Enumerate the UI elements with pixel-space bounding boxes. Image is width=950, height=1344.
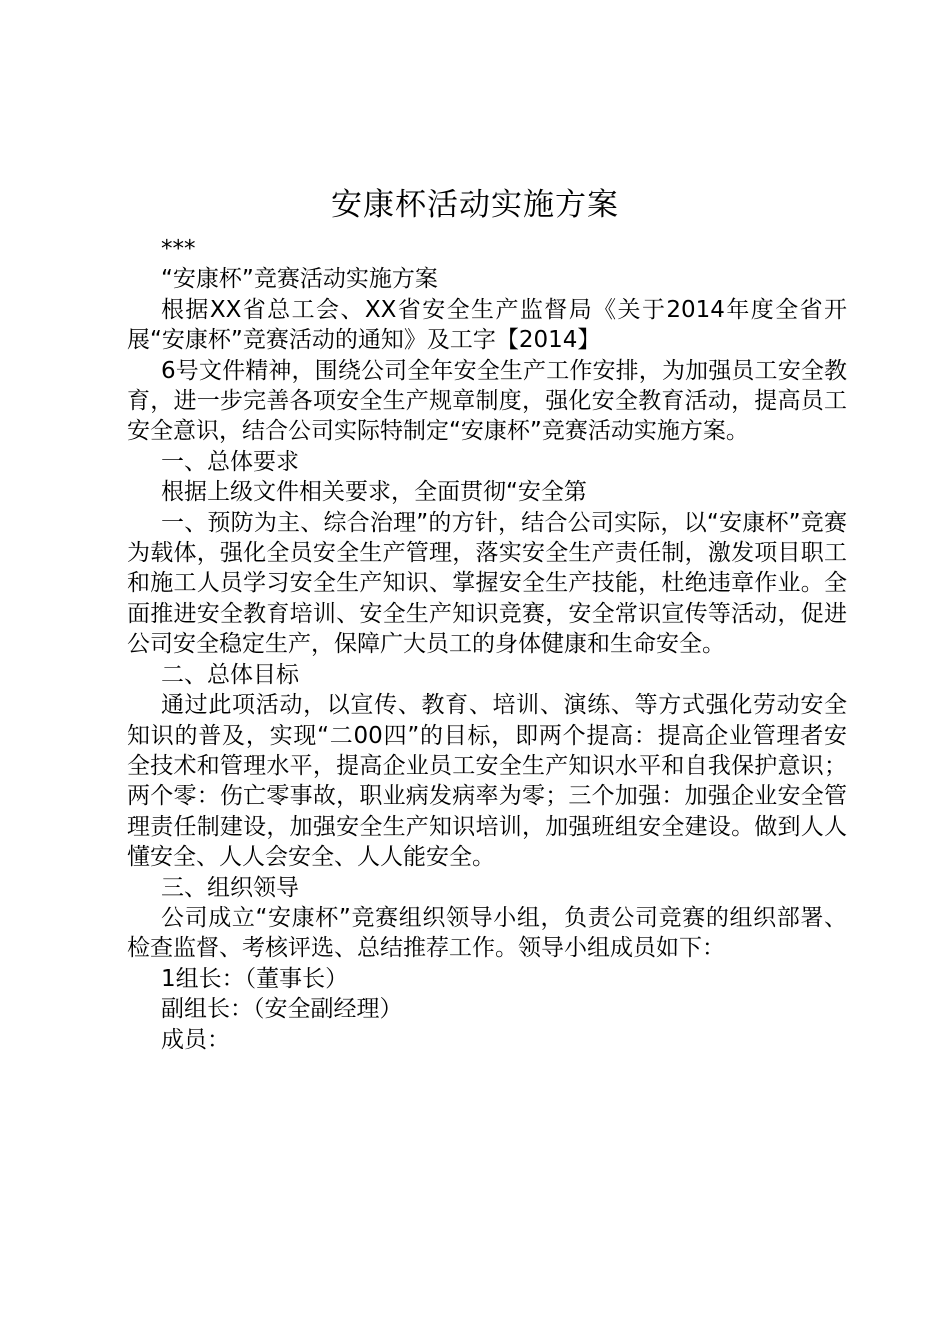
document-title: 安康杯活动实施方案 xyxy=(331,187,619,223)
section-heading-organization: 三、组织领导 xyxy=(161,874,299,901)
paragraph-subtitle: “安康杯”竞赛活动实施方案 xyxy=(161,266,438,293)
section-heading-general-requirements: 一、总体要求 xyxy=(161,448,299,475)
section-heading-general-goals: 二、总体目标 xyxy=(161,661,299,688)
paragraph-purpose: 6号文件精神，围绕公司全年安全生产工作安排，为加强员工安全教育，进一步完善各项安全生产规章制度，强化安全教育活动，提高员工安全意识，结合公司实际特制定“安康杯”竞赛活动实施方案。 xyxy=(127,357,847,445)
paragraph-requirements-detail: 一、预防为主、综合治理”的方针，结合公司实际，以“安康杯”竞赛为载体，强化全员安全生产管理，落实安全生产责任制，激发项目职工和施工人员学习安全生产知识、掌握安全生产技能，杜绝违章作业。全面推进安全教育培训、安全生产知识竞赛，安全常识宣传等活动，促进公司安全稳定生产，保障广大员工的身体健康和生命安全。 xyxy=(127,509,847,658)
document-body xyxy=(127,234,847,1055)
paragraph-basis: 根据XX省总工会、XX省安全生产监督局《关于2014年度全省开展“安康杯”竞赛活动的通知》及工字【2014】 xyxy=(127,296,847,354)
paragraph-deputy-leader: 副组长：（安全副经理） xyxy=(161,996,403,1023)
paragraph-goals: 通过此项活动，以宣传、教育、培训、演练、等方式强化劳动安全知识的普及，实现“二00四”的目标，即两个提高：提高企业管理者安全技术和管理水平，提高企业员工安全生产知识水平和自我保护意识；两个零：伤亡零事故，职业病发病率为零；三个加强：加强企业安全管理责任制建设，加强安全生产知识培训，加强班组安全建设。做到人人懂安全、人人会安全、人人能安全。 xyxy=(127,692,847,871)
paragraph-requirements-intro: 根据上级文件相关要求，全面贯彻“安全第 xyxy=(161,479,587,506)
paragraph-organization: 公司成立“安康杯”竞赛组织领导小组，负责公司竞赛的组织部署、检查监督、考核评选、总结推荐工作。领导小组成员如下： xyxy=(127,904,847,962)
paragraph-author-marker: *** xyxy=(161,236,196,262)
paragraph-members: 成员： xyxy=(161,1026,230,1053)
paragraph-group-leader: 1组长：（董事长） xyxy=(161,965,349,992)
